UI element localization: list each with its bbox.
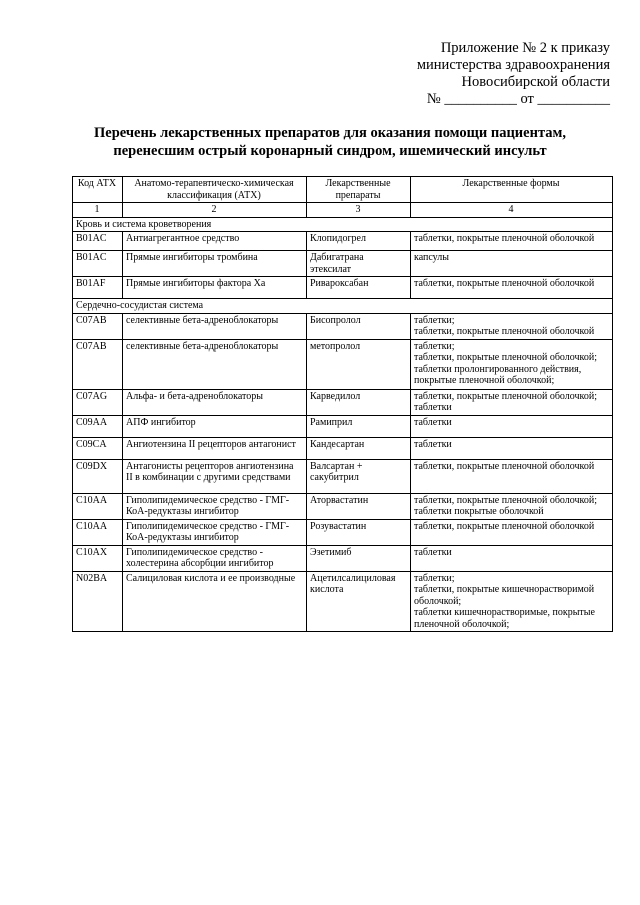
- table-cell-atc: Гиполипидемическое средство - холестерина абсорбции ингибитор: [123, 545, 307, 571]
- table-header-row: [73, 177, 613, 203]
- title-line-1: Перечень лекарственных препаратов для оказания помощи пациентам,: [93, 125, 566, 141]
- table-row: [73, 437, 613, 459]
- header-line-3: Новосибирской области: [461, 74, 610, 90]
- table-cell-code: C10AA: [73, 519, 123, 545]
- section-title: Кровь и система кроветворения: [73, 217, 613, 232]
- table-cell-atc: Салициловая кислота и ее производные: [123, 571, 307, 632]
- table-cell-atc: Антиагрегантное средство: [123, 232, 307, 251]
- table-cell-code: C10AA: [73, 493, 123, 519]
- table-cell-atc: Гиполипидемическое средство - ГМГ-КоА-редуктазы ингибитор: [123, 519, 307, 545]
- table-cell-drug: Эзетимиб: [307, 545, 411, 571]
- table-row: [73, 313, 613, 339]
- section-title: Сердечно-сосудистая система: [73, 299, 613, 314]
- drug-list-table: [72, 176, 613, 632]
- table-cell-drug: Валсартан + сакубитрил: [307, 459, 411, 493]
- table-row: [73, 519, 613, 545]
- table-row: [73, 493, 613, 519]
- document-title: [60, 124, 600, 160]
- column-number: 2: [123, 203, 307, 218]
- table-cell-code: C09CA: [73, 437, 123, 459]
- table-cell-form: таблетки; таблетки, покрытые пленочной оболочкой: [411, 313, 613, 339]
- table-cell-atc: Прямые ингибиторы фактора Ха: [123, 277, 307, 299]
- table-cell-form: таблетки, покрытые пленочной оболочкой: [411, 232, 613, 251]
- table-cell-drug: метопролол: [307, 339, 411, 389]
- table-row: [73, 277, 613, 299]
- table-cell-atc: Прямые ингибиторы тромбина: [123, 251, 307, 277]
- section-row: [73, 299, 613, 314]
- title-line-2: перенесшим острый коронарный синдром, ишемический инсульт: [113, 143, 547, 159]
- table-cell-form: капсулы: [411, 251, 613, 277]
- column-number-row: [73, 203, 613, 218]
- table-cell-code: N02BA: [73, 571, 123, 632]
- table-cell-form: таблетки, покрытые пленочной оболочкой: [411, 519, 613, 545]
- table-cell-atc: АПФ ингибитор: [123, 415, 307, 437]
- table-cell-form: таблетки, покрытые пленочной оболочкой: [411, 459, 613, 493]
- column-number: 3: [307, 203, 411, 218]
- table-cell-drug: Клопидогрел: [307, 232, 411, 251]
- table-row: [73, 415, 613, 437]
- column-number: 4: [411, 203, 613, 218]
- order-reference: [340, 40, 610, 108]
- table-row: [73, 339, 613, 389]
- table-cell-code: B01AF: [73, 277, 123, 299]
- table-cell-atc: селективные бета-адреноблокаторы: [123, 339, 307, 389]
- table-cell-code: C07AB: [73, 313, 123, 339]
- table-cell-atc: селективные бета-адреноблокаторы: [123, 313, 307, 339]
- table-cell-form: таблетки: [411, 545, 613, 571]
- table-row: [73, 389, 613, 415]
- table-cell-code: B01AC: [73, 251, 123, 277]
- table-body: [73, 217, 613, 632]
- table-cell-form: таблетки; таблетки, покрытые пленочной оболочкой; таблетки пролонгированного действия, покрытые пленочной оболочкой;: [411, 339, 613, 389]
- table-cell-form: таблетки, покрытые пленочной оболочкой; таблетки покрытые оболочкой: [411, 493, 613, 519]
- table-cell-atc: Антагонисты рецепторов ангиотензина II в комбинации с другими средствами: [123, 459, 307, 493]
- table-cell-code: C10AX: [73, 545, 123, 571]
- table-row: [73, 571, 613, 632]
- column-number: 1: [73, 203, 123, 218]
- table-cell-drug: Розувастатин: [307, 519, 411, 545]
- table-cell-form: таблетки, покрытые пленочной оболочкой: [411, 277, 613, 299]
- column-header-atc: Анатомо-терапевтическо-химическая классификация (АТХ): [123, 177, 307, 203]
- table-cell-code: C09DX: [73, 459, 123, 493]
- table-row: [73, 232, 613, 251]
- header-line-1: Приложение № 2 к приказу: [440, 40, 610, 56]
- table-cell-form: таблетки, покрытые пленочной оболочкой; таблетки: [411, 389, 613, 415]
- table-cell-atc: Гиполипидемическое средство - ГМГ-КоА-редуктазы ингибитор: [123, 493, 307, 519]
- table-cell-atc: Альфа- и бета-адреноблокаторы: [123, 389, 307, 415]
- table-cell-code: C09AA: [73, 415, 123, 437]
- table-cell-drug: Ацетилсалициловая кислота: [307, 571, 411, 632]
- table-cell-form: таблетки: [411, 415, 613, 437]
- table-cell-drug: Кандесартан: [307, 437, 411, 459]
- table-cell-form: таблетки: [411, 437, 613, 459]
- table-cell-drug: Карведилол: [307, 389, 411, 415]
- header-line-2: министерства здравоохранения: [416, 57, 610, 73]
- table-cell-atc: Ангиотензина II рецепторов антагонист: [123, 437, 307, 459]
- table-cell-code: B01AC: [73, 232, 123, 251]
- table-row: [73, 251, 613, 277]
- table-row: [73, 545, 613, 571]
- table-cell-drug: Рамиприл: [307, 415, 411, 437]
- column-header-drug: Лекарственные препараты: [307, 177, 411, 203]
- table-cell-drug: Аторвастатин: [307, 493, 411, 519]
- table-cell-form: таблетки; таблетки, покрытые кишечнорастворимой оболочкой; таблетки кишечнорастворимые, покрытые пленочной оболочкой;: [411, 571, 613, 632]
- table-cell-code: C07AG: [73, 389, 123, 415]
- column-header-code: Код АТХ: [73, 177, 123, 203]
- table-cell-drug: Бисопролол: [307, 313, 411, 339]
- section-row: [73, 217, 613, 232]
- table-cell-code: C07AB: [73, 339, 123, 389]
- table-cell-drug: Дабигатрана этексилат: [307, 251, 411, 277]
- table-row: [73, 459, 613, 493]
- table-cell-drug: Ривароксабан: [307, 277, 411, 299]
- header-line-4: № __________ от __________: [426, 91, 610, 107]
- column-header-form: Лекарственные формы: [411, 177, 613, 203]
